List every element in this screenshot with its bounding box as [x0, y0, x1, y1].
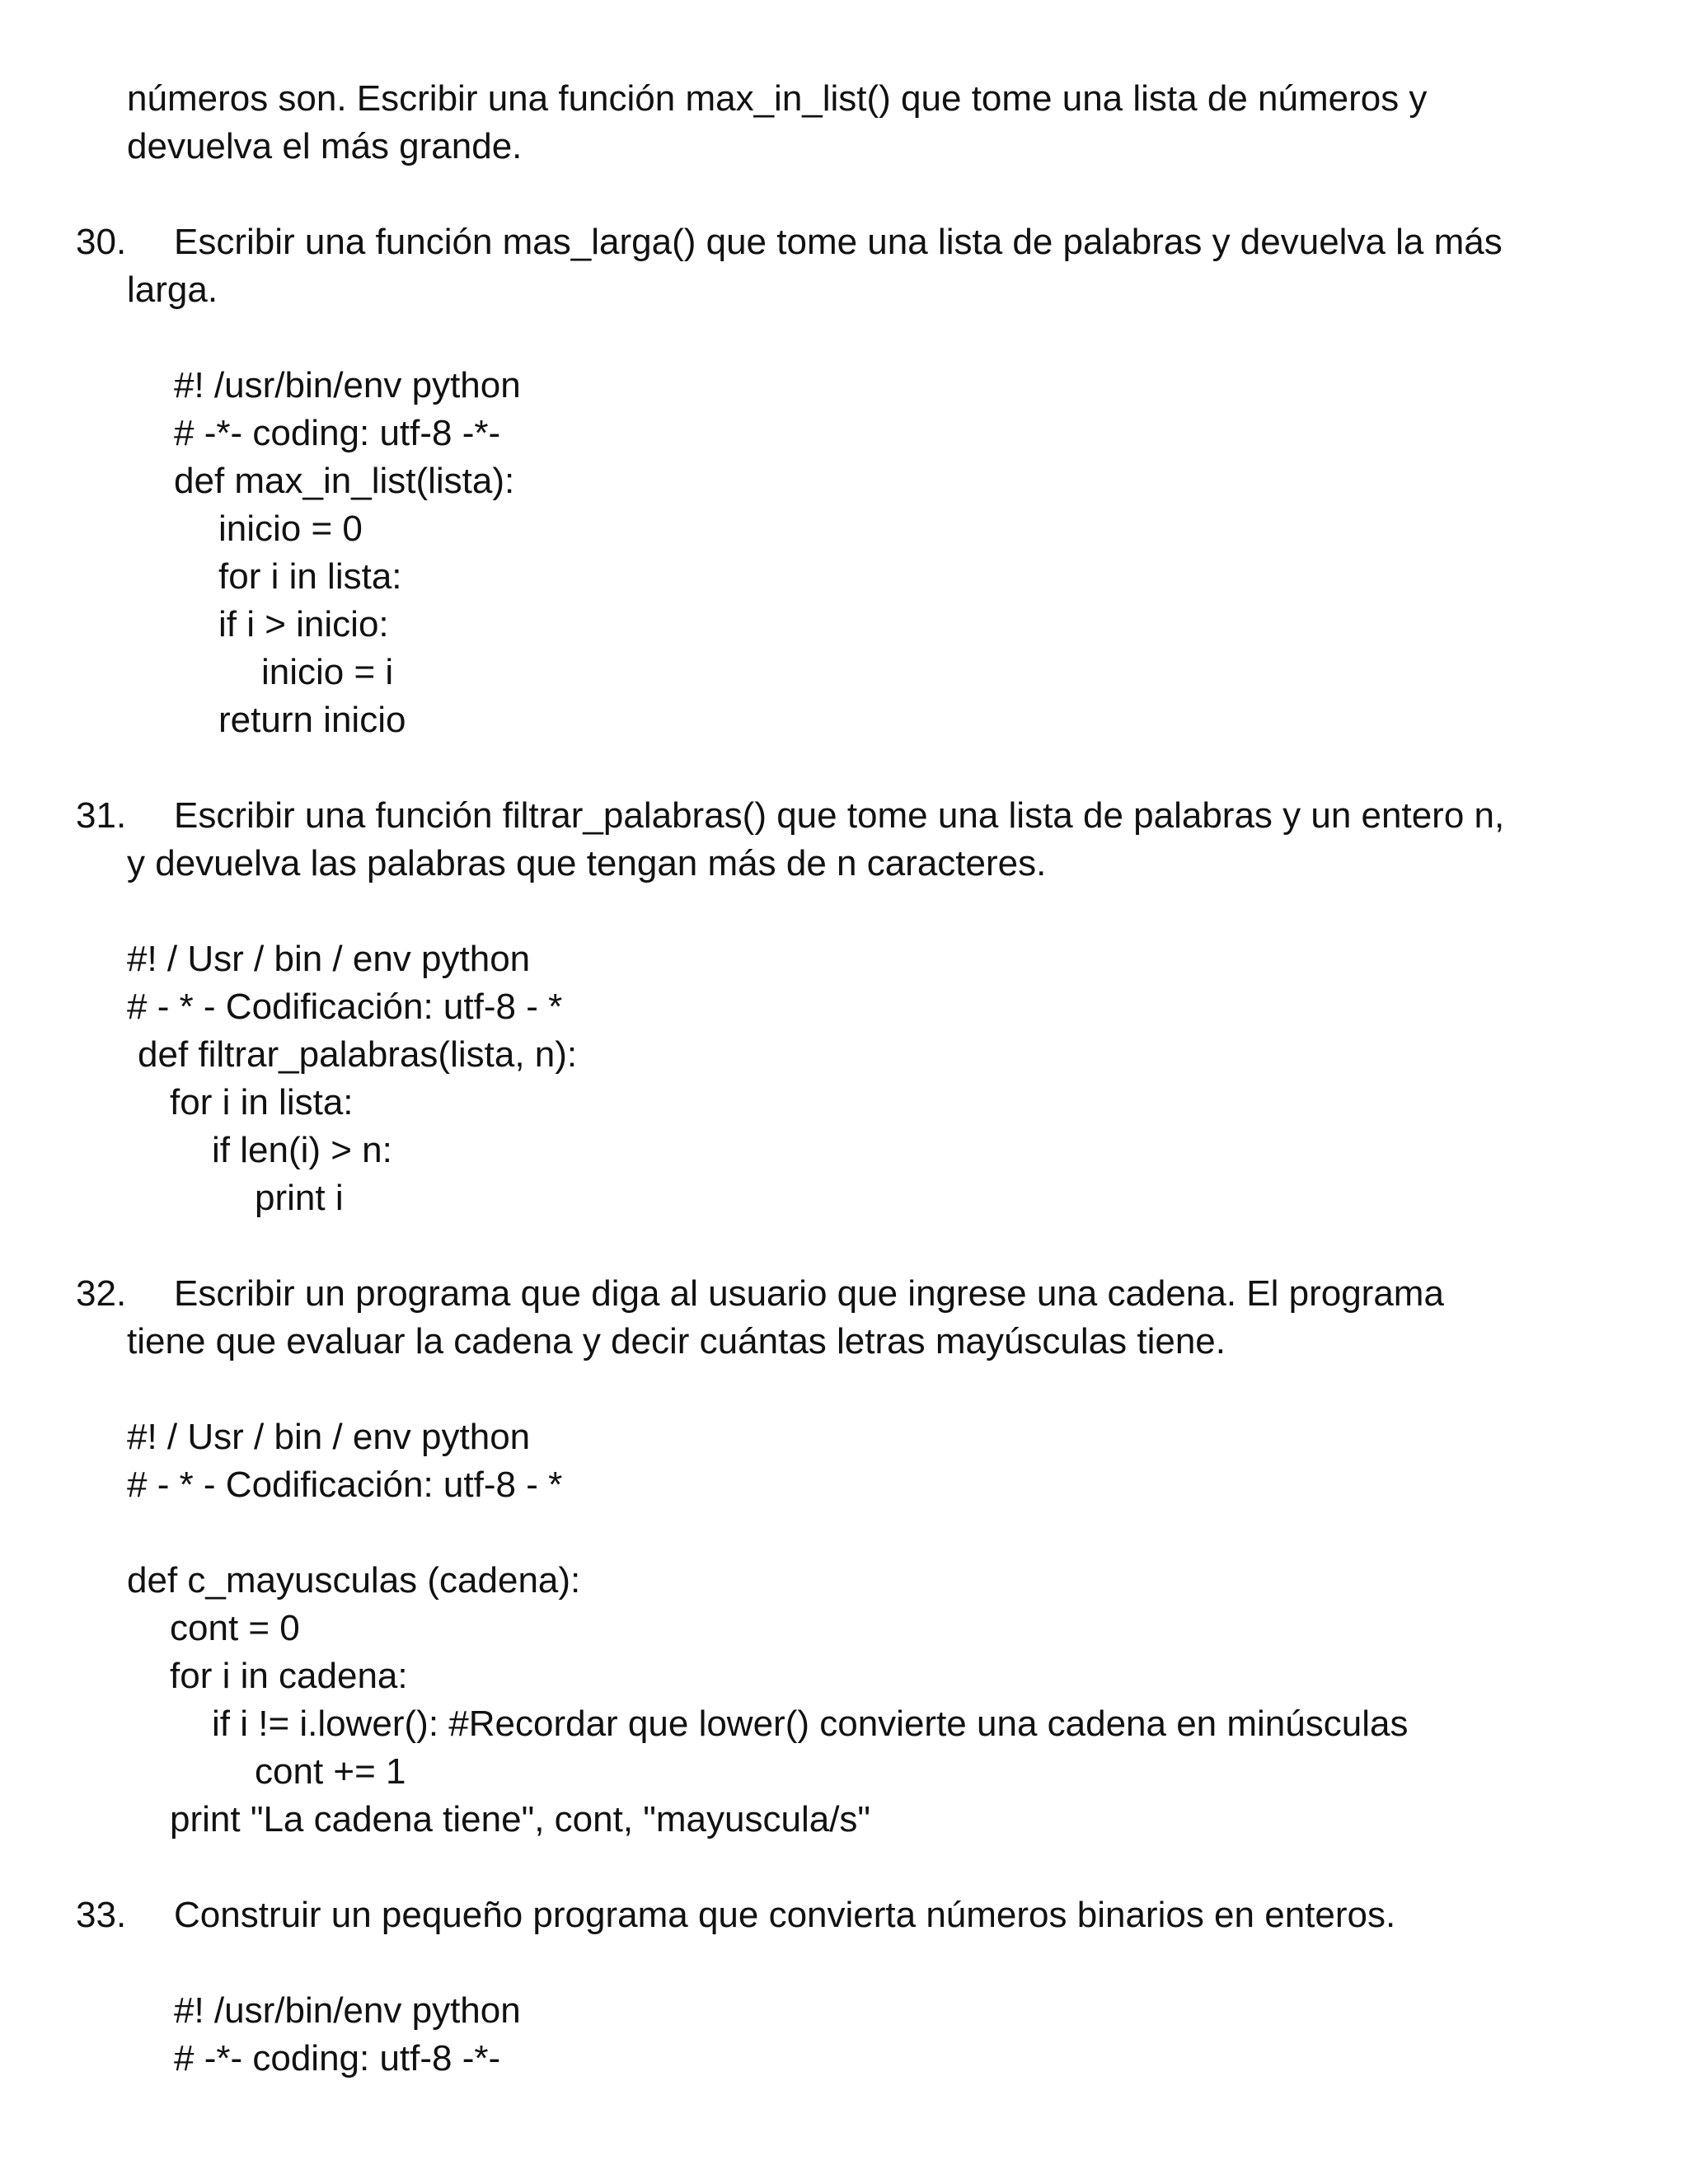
item-30-text-line-1: Escribir una función mas_larga() que tome una lista de palabras y devuelva la más [174, 222, 1503, 262]
item-30-number: 30. [76, 222, 127, 262]
code-line: def max_in_list(lista): [174, 461, 515, 501]
code-line: #! / Usr / bin / env python [127, 939, 531, 979]
item-31-number: 31. [76, 795, 127, 836]
code-line: if i != i.lower(): #Recordar que lower() convierte una cadena en minúsculas [212, 1704, 1409, 1744]
code-line: #! /usr/bin/env python [174, 365, 521, 405]
item-31-text-line-2: y devuelva las palabras que tengan más de n caracteres. [127, 843, 1047, 883]
code-line: # - * - Codificación: utf-8 - * [127, 1465, 563, 1505]
item-33-number: 33. [76, 1895, 127, 1935]
intro-line-1: números son. Escribir una función max_in_list() que tome una lista de números y [127, 78, 1428, 119]
code-line: cont = 0 [170, 1608, 300, 1648]
code-line: print "La cadena tiene", cont, "mayuscula/s" [170, 1799, 871, 1840]
code-line: for i in cadena: [170, 1656, 408, 1696]
code-line: # - * - Codificación: utf-8 - * [127, 987, 563, 1027]
item-32-text-line-2: tiene que evaluar la cadena y decir cuántas letras mayúsculas tiene. [127, 1321, 1226, 1361]
code-line: # -*- coding: utf-8 -*- [174, 2038, 501, 2079]
item-32-text-line-1: Escribir un programa que diga al usuario que ingrese una cadena. El programa [174, 1273, 1444, 1314]
code-line: #! / Usr / bin / env python [127, 1417, 531, 1457]
code-line: # -*- coding: utf-8 -*- [174, 413, 501, 453]
code-line: def c_mayusculas (cadena): [127, 1560, 581, 1601]
code-line: #! /usr/bin/env python [174, 1990, 521, 2031]
item-31-text-line-1: Escribir una función filtrar_palabras() que tome una lista de palabras y un entero n, [174, 795, 1505, 836]
code-line: inicio = i [261, 652, 394, 692]
code-line: for i in lista: [218, 556, 402, 597]
code-line: if i > inicio: [218, 604, 389, 644]
code-line: return inicio [218, 700, 406, 740]
code-line: print i [255, 1178, 344, 1218]
item-33-text-line-1: Construir un pequeño programa que convierta números binarios en enteros. [174, 1895, 1396, 1935]
item-30-text-line-2: larga. [127, 269, 218, 310]
item-32-number: 32. [76, 1273, 127, 1314]
code-line: for i in lista: [170, 1082, 354, 1122]
code-line: cont += 1 [255, 1751, 406, 1792]
code-line: if len(i) > n: [212, 1130, 392, 1170]
code-line: def filtrar_palabras(lista, n): [138, 1034, 578, 1075]
intro-line-2: devuelva el más grande. [127, 126, 523, 166]
code-line: inicio = 0 [218, 509, 363, 549]
